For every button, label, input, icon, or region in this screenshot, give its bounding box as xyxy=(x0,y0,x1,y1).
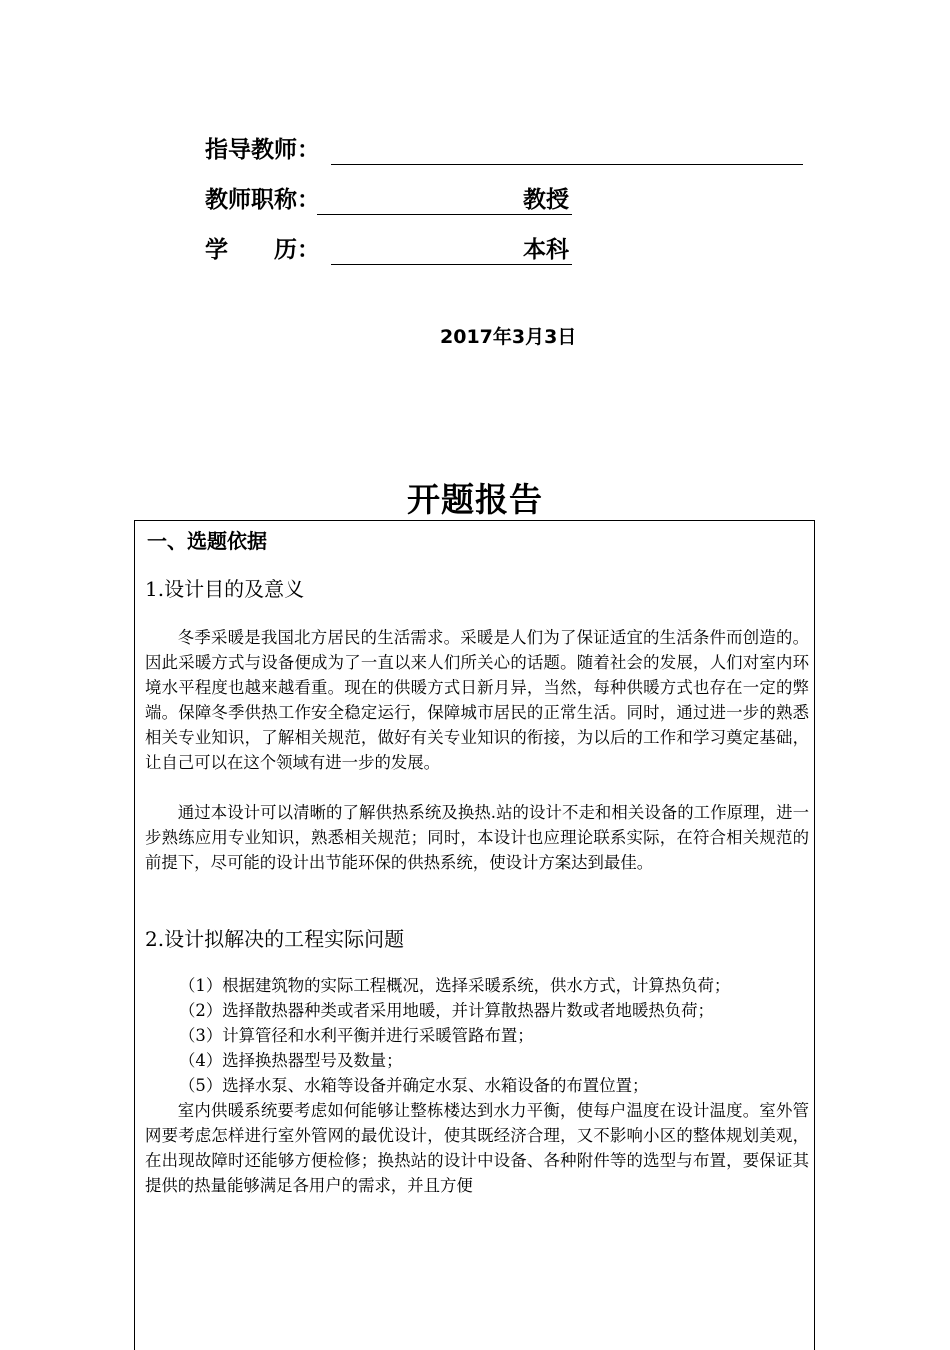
education-label: 学 历： xyxy=(205,237,320,263)
teacher-title-label: 教师职称： xyxy=(205,187,320,213)
education-value: 本科 xyxy=(523,237,569,263)
advisor-label: 指导教师： xyxy=(205,137,320,163)
advisor-underline xyxy=(331,133,803,165)
subsection-2-title: 2.设计拟解决的工程实际问题 xyxy=(145,927,405,951)
paragraph-purpose: 冬季采暖是我国北方居民的生活需求。采暖是人们为了保证适宜的生活条件而创造的。因此采暖方式与设备便成为了一直以来人们所关心的话题。随着社会的发展，人们对室内环境水平程度也越来越看重。现在的供暖方式日新月异，当然，每种供暖方式也存在一定的弊端。保障冬季供热工作安全稳定运行，保障城市居民的正常生活。同时，通过进一步的熟悉相关专业知识，了解相关规范，做好有关专业知识的衔接，为以后的工作和学习奠定基础，让自己可以在这个领域有进一步的发展。 xyxy=(145,628,809,772)
list-item: （3）计算管径和水利平衡并进行采暖管路布置； xyxy=(179,1026,534,1045)
content-box xyxy=(134,520,815,1350)
paragraph-heating-system: 室内供暖系统要考虑如何能够让整栋楼达到水力平衡，使每户温度在设计温度。室外管网要考虑怎样进行室外管网的最优设计，使其既经济合理，又不影响小区的整体规划美观，在出现故障时还能够方便检修；换热站的设计中设备、各种附件等的选型与布置，要保证其提供的热量能够满足各用户的需求，并且方便 xyxy=(145,1101,809,1195)
section-title: 一、选题依据 xyxy=(147,529,267,553)
report-date: 2017年3月3日 xyxy=(440,326,577,348)
list-item: （1）根据建筑物的实际工程概况，选择采暖系统，供水方式，计算热负荷； xyxy=(179,976,731,995)
list-item: （4）选择换热器型号及数量； xyxy=(179,1051,403,1070)
list-item: （2）选择散热器种类或者采用地暖，并计算散热器片数或者地暖热负荷； xyxy=(179,1001,714,1020)
subsection-1-title: 1.设计目的及意义 xyxy=(145,577,305,601)
teacher-title-value: 教授 xyxy=(523,187,569,213)
list-item: （5）选择水泵、水箱等设备并确定水泵、水箱设备的布置位置； xyxy=(179,1076,649,1095)
report-title: 开题报告 xyxy=(407,480,543,519)
problem-list xyxy=(179,973,730,1098)
paragraph-design: 通过本设计可以清晰的了解供热系统及换热.站的设计不走和相关设备的工作原理，进一步熟练应用专业知识，熟悉相关规范；同时，本设计也应理论联系实际，在符合相关规范的前提下，尽可能的设计出节能环保的供热系统，使设计方案达到最佳。 xyxy=(145,803,809,872)
